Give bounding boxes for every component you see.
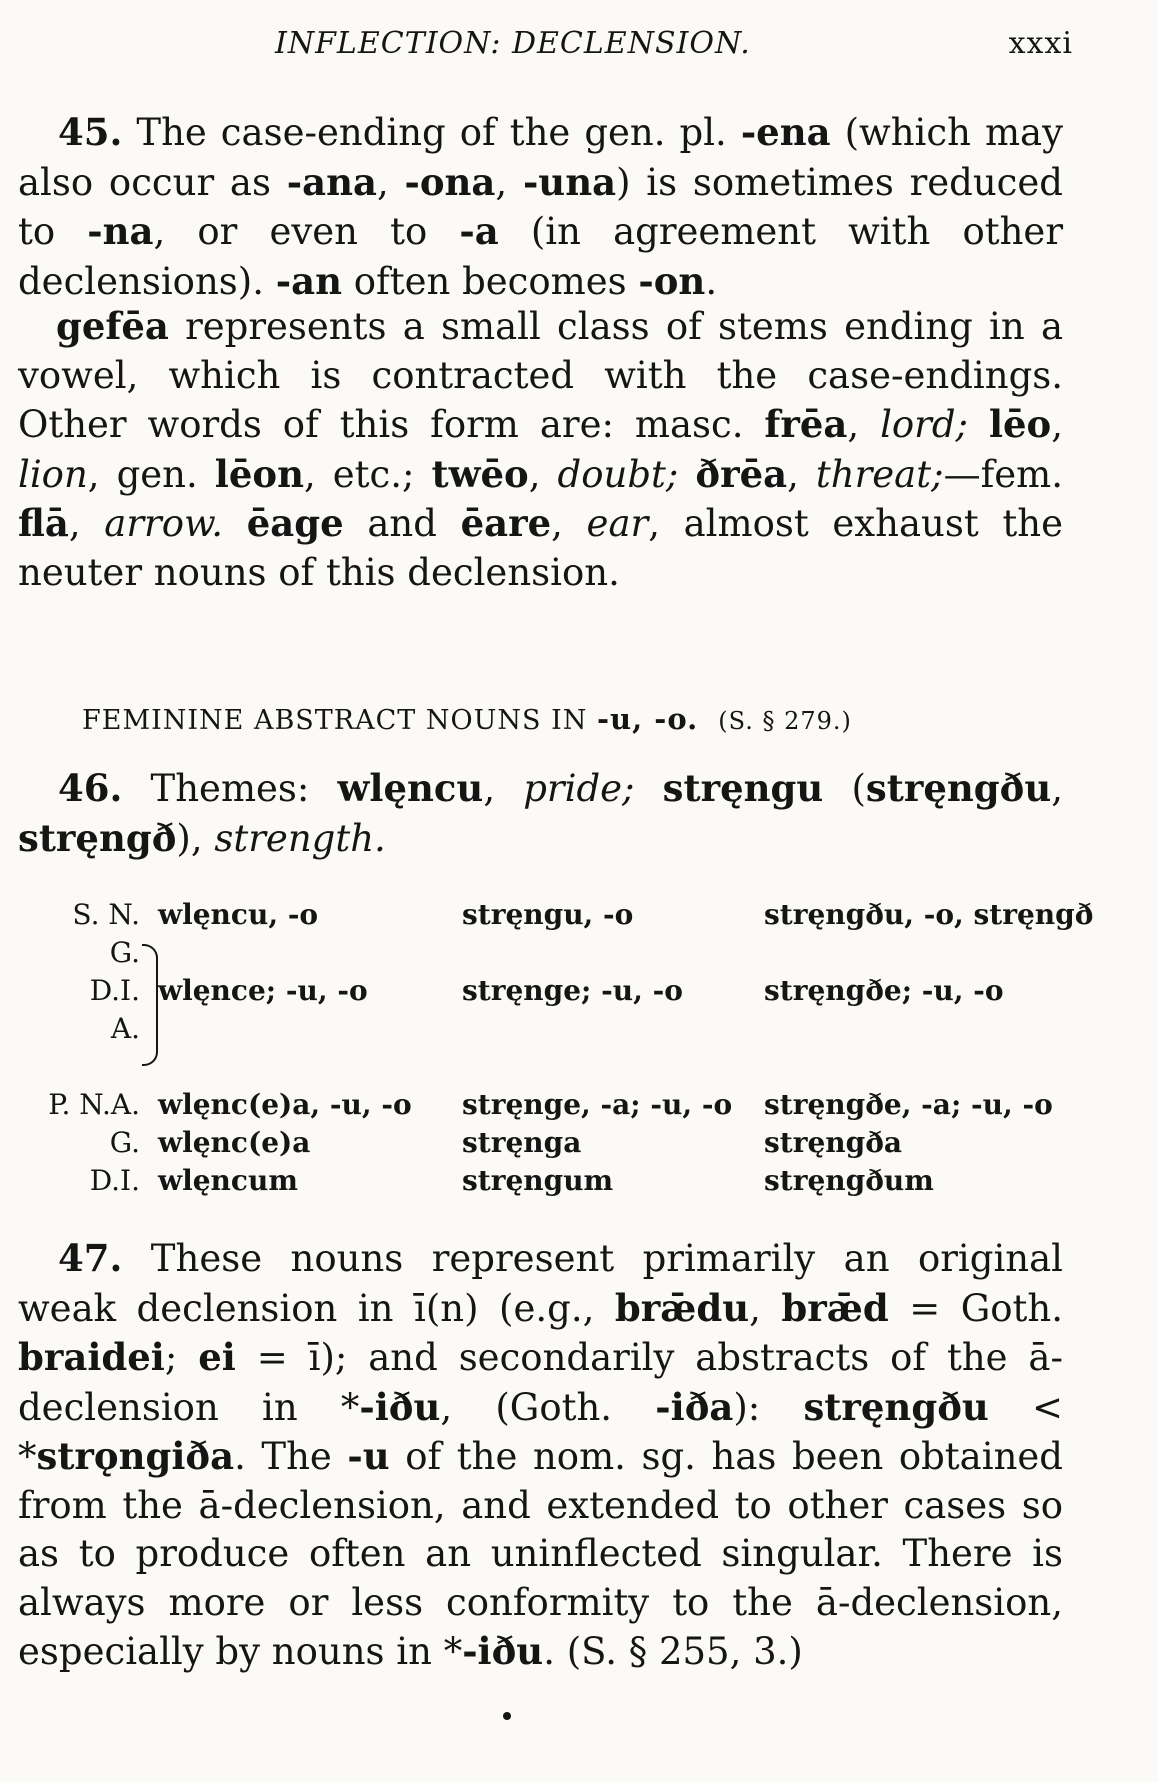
section-heading: FEMININE ABSTRACT NOUNS IN -u, -o. (S. § 279.)	[82, 702, 852, 736]
paragraph-47: 47. These nouns represent primarily an original weak declension in ī(n) (e.g., brǣdu, brǣd = Goth. braidei; ei = ī); and secondarily abstracts of the ā-declension in *-iðu, (Goth. -iða): stręngðu < *strǫngiða. The -u of the nom. sg. has been obtained from the ā-declension, and extended to other cases so as to produce often an uninflected singular. There is always more or less conformity to the ā-declension, especially by nouns in *-iðu. (S. § 255, 3.)	[18, 1236, 1064, 1673]
paragraph-45-continued: gefēa represents a small class of stems ending in a vowel, which is contracted with the case-endings. Other words of this form are: masc. frēa, lord; lēo, lion, gen. lēon, etc.; twēo, doubt; ðrēa, threat;—fem. flā, arrow. ēage and ēare, ear, almost exhaust the neuter nouns of this declension.	[18, 304, 1064, 594]
table-row: G. wlęnc(e)a stręnga stręngða	[109, 1126, 903, 1159]
printer-dot	[503, 1712, 511, 1720]
paragraph-46: 46. Themes: wlęncu, pride; stręngu (stręngðu, stręngð), strength.	[18, 766, 1063, 860]
paragraph-number: 45.	[58, 110, 123, 154]
table-row: G.	[109, 936, 140, 969]
page-number: xxxi	[1008, 26, 1073, 61]
table-row: S. N. wlęncu, -o stręngu, -o stręngðu, -o, stręngð	[72, 898, 1094, 931]
table-row: D.I. wlęnce; -u, -o stręnge; -u, -o stręngðe; -u, -o	[89, 974, 1004, 1007]
table-row: P. N.A. wlęnc(e)a, -u, -o stręnge, -a; -u, -o stręngðe, -a; -u, -o	[48, 1088, 1053, 1121]
table-row: A.	[110, 1012, 140, 1045]
paragraph-45: 45. The case-ending of the gen. pl. -ena (which may also occur as -ana, -ona, -una) is sometimes reduced to -na, or even to -a (in agreement with other declensions). -an often becomes -on.	[18, 110, 1064, 303]
paragraph-number: 46.	[58, 766, 123, 810]
running-head	[0, 22, 1158, 74]
running-title: INFLECTION: DECLENSION.	[275, 26, 751, 61]
paragraph-number: 47.	[58, 1236, 123, 1280]
section-reference: (S. § 279.)	[718, 707, 852, 735]
table-row: D.I. wlęncum stręngum stręngðum	[89, 1164, 934, 1197]
paradigm-table	[30, 898, 1110, 1202]
